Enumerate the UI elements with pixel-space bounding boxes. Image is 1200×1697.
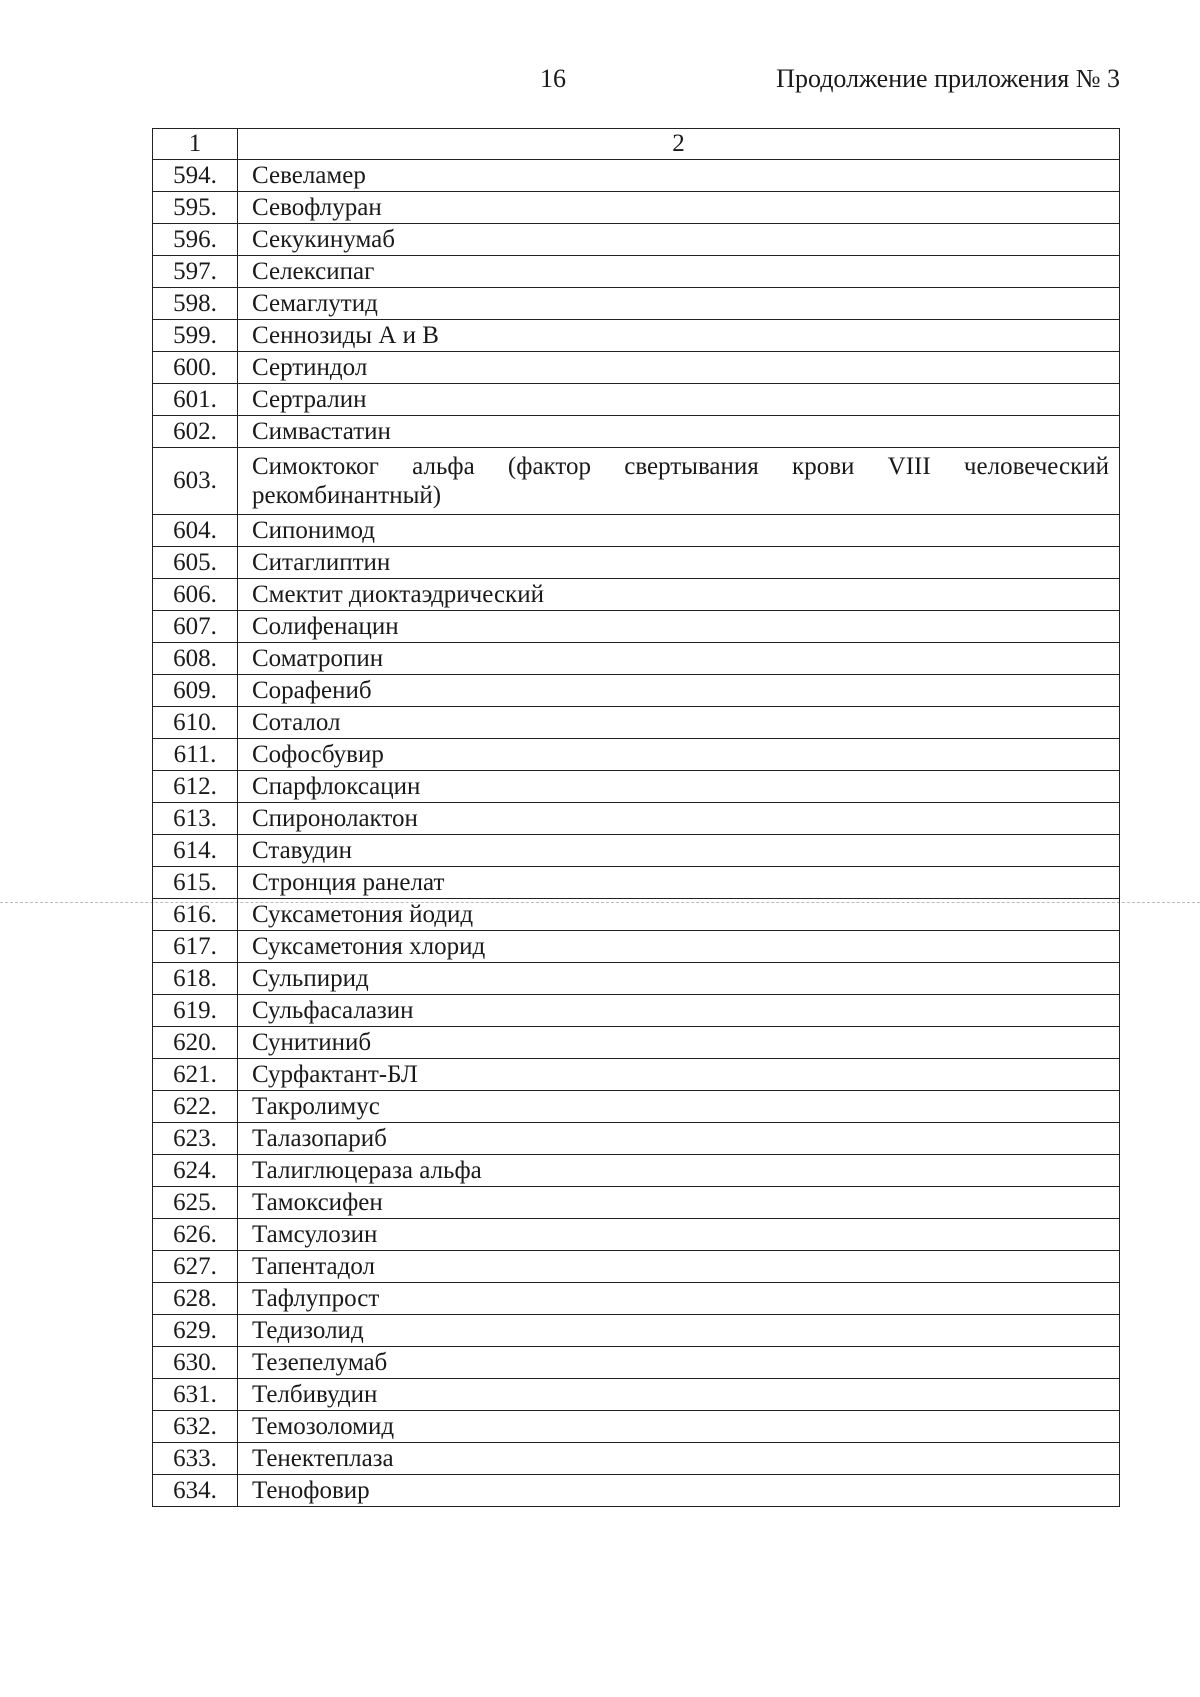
drug-name: Сунитиниб	[238, 1027, 1120, 1059]
table-row	[153, 643, 1120, 675]
row-number: 595.	[153, 192, 238, 224]
drug-name: Сертралин	[238, 384, 1120, 416]
drug-name: Соматропин	[238, 643, 1120, 675]
drug-name: Талазопариб	[238, 1123, 1120, 1155]
row-number: 596.	[153, 224, 238, 256]
row-number: 607.	[153, 611, 238, 643]
table-row	[153, 547, 1120, 579]
drug-name: Тенофовир	[238, 1475, 1120, 1507]
row-number: 621.	[153, 1059, 238, 1091]
drug-name: Телбивудин	[238, 1379, 1120, 1411]
table-row	[153, 899, 1120, 931]
table-row	[153, 1123, 1120, 1155]
drug-name: Сертиндол	[238, 352, 1120, 384]
drug-name: Тенектеплаза	[238, 1443, 1120, 1475]
drug-name: Сорафениб	[238, 675, 1120, 707]
table-row	[153, 224, 1120, 256]
table-row	[153, 288, 1120, 320]
drug-name: Темозоломид	[238, 1411, 1120, 1443]
row-number: 612.	[153, 771, 238, 803]
table-row	[153, 192, 1120, 224]
table-row	[153, 448, 1120, 515]
row-number: 600.	[153, 352, 238, 384]
table-row	[153, 931, 1120, 963]
drug-name: Ситаглиптин	[238, 547, 1120, 579]
row-number: 598.	[153, 288, 238, 320]
table-row	[153, 1219, 1120, 1251]
drug-name: Селексипаг	[238, 256, 1120, 288]
drug-name: Тедизолид	[238, 1315, 1120, 1347]
row-number: 605.	[153, 547, 238, 579]
drug-name: Спарфлоксацин	[238, 771, 1120, 803]
row-number: 626.	[153, 1219, 238, 1251]
row-number: 620.	[153, 1027, 238, 1059]
row-number: 609.	[153, 675, 238, 707]
table-row	[153, 771, 1120, 803]
row-number: 622.	[153, 1091, 238, 1123]
table-row	[153, 963, 1120, 995]
table-row	[153, 1443, 1120, 1475]
drug-name: Сеннозиды А и В	[238, 320, 1120, 352]
row-number: 627.	[153, 1251, 238, 1283]
table-row	[153, 320, 1120, 352]
table-header-row	[153, 129, 1120, 160]
table-row	[153, 1411, 1120, 1443]
drug-name: Симоктоког альфа (фактор свертывания крови VIII человеческий рекомбинантный)	[238, 448, 1120, 515]
row-number: 630.	[153, 1347, 238, 1379]
table-row	[153, 1475, 1120, 1507]
table-row	[153, 160, 1120, 192]
table-row	[153, 803, 1120, 835]
table-row	[153, 579, 1120, 611]
row-number: 606.	[153, 579, 238, 611]
table-row	[153, 1091, 1120, 1123]
row-number: 597.	[153, 256, 238, 288]
drug-name: Сульфасалазин	[238, 995, 1120, 1027]
table-row	[153, 1059, 1120, 1091]
row-number: 629.	[153, 1315, 238, 1347]
table-row	[153, 1347, 1120, 1379]
drug-name: Талиглюцераза альфа	[238, 1155, 1120, 1187]
row-number: 623.	[153, 1123, 238, 1155]
row-number: 599.	[153, 320, 238, 352]
row-number: 619.	[153, 995, 238, 1027]
drug-name: Ставудин	[238, 835, 1120, 867]
table-row	[153, 1155, 1120, 1187]
drug-name: Солифенацин	[238, 611, 1120, 643]
row-number: 628.	[153, 1283, 238, 1315]
column-header-2: 2	[238, 129, 1120, 160]
table-row	[153, 835, 1120, 867]
drug-name: Софосбувир	[238, 739, 1120, 771]
table-row	[153, 1283, 1120, 1315]
drug-name: Сульпирид	[238, 963, 1120, 995]
row-number: 603.	[153, 448, 238, 515]
table-row	[153, 352, 1120, 384]
row-number: 625.	[153, 1187, 238, 1219]
table-row	[153, 675, 1120, 707]
table-row	[153, 707, 1120, 739]
table-row	[153, 1315, 1120, 1347]
drug-name: Тезепелумаб	[238, 1347, 1120, 1379]
table-row	[153, 416, 1120, 448]
table-row	[153, 611, 1120, 643]
drug-name: Тамоксифен	[238, 1187, 1120, 1219]
row-number: 614.	[153, 835, 238, 867]
row-number: 631.	[153, 1379, 238, 1411]
drug-name: Севофлуран	[238, 192, 1120, 224]
row-number: 602.	[153, 416, 238, 448]
table-row	[153, 256, 1120, 288]
row-number: 624.	[153, 1155, 238, 1187]
row-number: 613.	[153, 803, 238, 835]
table-row	[153, 515, 1120, 547]
table-row	[153, 1379, 1120, 1411]
table-row	[153, 384, 1120, 416]
drug-name: Смектит диоктаэдрический	[238, 579, 1120, 611]
table-row	[153, 739, 1120, 771]
row-number: 618.	[153, 963, 238, 995]
drug-name: Стронция ранелат	[238, 867, 1120, 899]
row-number: 608.	[153, 643, 238, 675]
row-number: 601.	[153, 384, 238, 416]
drug-name: Симвастатин	[238, 416, 1120, 448]
drug-name: Сипонимод	[238, 515, 1120, 547]
row-number: 610.	[153, 707, 238, 739]
drug-name: Тафлупрост	[238, 1283, 1120, 1315]
row-number: 604.	[153, 515, 238, 547]
table-body	[153, 129, 1120, 1507]
row-number: 616.	[153, 899, 238, 931]
table-row	[153, 1027, 1120, 1059]
drug-name: Суксаметония хлорид	[238, 931, 1120, 963]
row-number: 633.	[153, 1443, 238, 1475]
row-number: 634.	[153, 1475, 238, 1507]
drug-name: Сурфактант-БЛ	[238, 1059, 1120, 1091]
row-number: 615.	[153, 867, 238, 899]
drug-name: Севеламер	[238, 160, 1120, 192]
drug-name: Такролимус	[238, 1091, 1120, 1123]
column-header-1: 1	[153, 129, 238, 160]
row-number: 617.	[153, 931, 238, 963]
table-row	[153, 995, 1120, 1027]
drug-name: Тамсулозин	[238, 1219, 1120, 1251]
page-number: 16	[540, 64, 566, 93]
drug-name: Секукинумаб	[238, 224, 1120, 256]
table-row	[153, 1251, 1120, 1283]
drug-list-table	[152, 128, 1120, 1507]
table-row	[153, 867, 1120, 899]
drug-name: Спиронолактон	[238, 803, 1120, 835]
drug-name: Семаглутид	[238, 288, 1120, 320]
row-number: 594.	[153, 160, 238, 192]
drug-name: Соталол	[238, 707, 1120, 739]
appendix-continuation-title: Продолжение приложения № 3	[776, 64, 1120, 93]
row-number: 632.	[153, 1411, 238, 1443]
drug-name: Тапентадол	[238, 1251, 1120, 1283]
drug-name: Суксаметония йодид	[238, 899, 1120, 931]
table-row	[153, 1187, 1120, 1219]
row-number: 611.	[153, 739, 238, 771]
